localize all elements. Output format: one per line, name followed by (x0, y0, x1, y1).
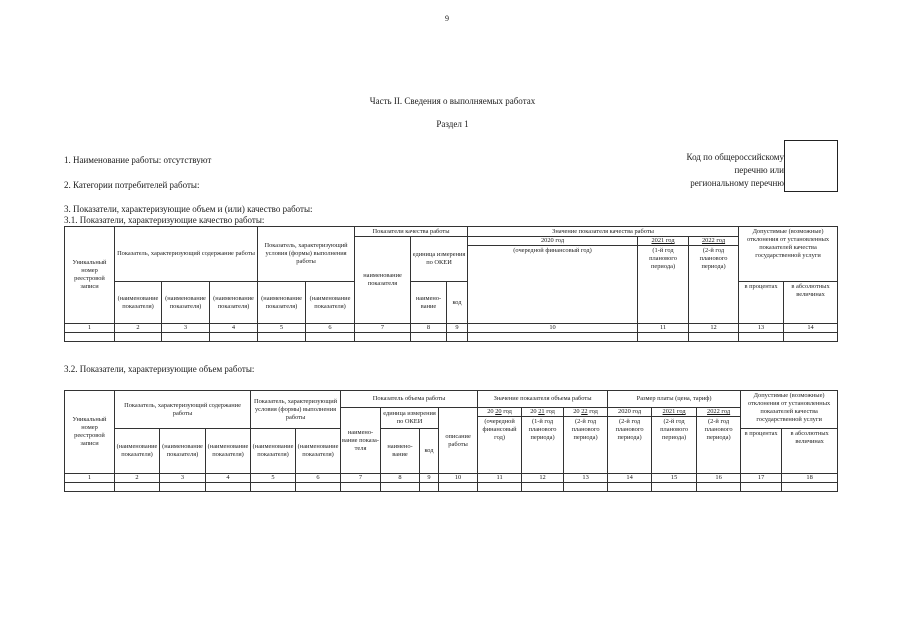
col-content: Показатель, характеризующий содержание работы (115, 391, 251, 429)
data-cell[interactable] (447, 333, 468, 342)
column-number: 9 (447, 324, 468, 333)
data-cell[interactable] (306, 333, 355, 342)
column-numbers-row (65, 474, 838, 483)
section-title: Раздел 1 (436, 119, 469, 129)
col-code: код (420, 429, 439, 474)
data-cell[interactable] (115, 333, 162, 342)
code-input-box[interactable] (784, 140, 838, 192)
indicator-name-cell: (наименование показателя) (115, 282, 162, 324)
col-year-2020: 2020 год (468, 237, 638, 246)
data-cell[interactable] (115, 483, 160, 492)
col-fee-2022-note: (2-й год планового периода) (697, 417, 741, 474)
col-year-2021: 2021 год (638, 237, 689, 246)
column-number: 6 (296, 474, 341, 483)
col-content: Показатель, характеризующий содержание работы (115, 227, 258, 282)
col-unit-name: наимено-вание (381, 429, 420, 474)
col-absolute: в абсолютных величинах (784, 282, 838, 324)
part-title: Часть II. Сведения о выполняемых работах (369, 96, 536, 106)
data-cell[interactable] (608, 483, 652, 492)
column-number: 12 (689, 324, 739, 333)
column-number: 10 (468, 324, 638, 333)
indicator-name-cell: (наименование показателя) (162, 282, 210, 324)
col-deviation: Допустимые (возможные) отклонения от установленных показателей качества государственной услуги (739, 227, 838, 282)
col-conditions: Показатель, характеризующий условия (формы) выполнения работы (251, 391, 341, 429)
col-fee-2022: 2022 год (697, 408, 741, 417)
column-number: 10 (439, 474, 478, 483)
col-percent: в процентах (741, 429, 782, 474)
data-cell[interactable] (522, 483, 564, 492)
column-number: 4 (210, 324, 258, 333)
data-cell[interactable] (739, 333, 784, 342)
col-values: Значение показателя качества работы (468, 227, 739, 237)
data-cell[interactable] (689, 333, 739, 342)
data-cell[interactable] (468, 333, 638, 342)
col-year-2022-note: (2-й год планового периода) (564, 417, 608, 474)
col-fee-2020: 2020 год (608, 408, 652, 417)
column-number: 5 (251, 474, 296, 483)
column-number: 2 (115, 324, 162, 333)
col-year-2020-note: (очередной финансовый год) (478, 417, 522, 474)
column-number: 14 (784, 324, 838, 333)
col-percent: в процентах (739, 282, 784, 324)
column-number: 8 (381, 474, 420, 483)
col-indicator-name: наимено-вание показа-теля (341, 408, 381, 474)
indicator-name-cell: (наименование показателя) (160, 429, 206, 474)
data-cell[interactable] (355, 333, 411, 342)
column-number: 4 (206, 474, 251, 483)
indicator-name-cell: (наименование показателя) (251, 429, 296, 474)
data-cell[interactable] (439, 483, 478, 492)
col-year-2021: 20 21 год (522, 408, 564, 417)
indicator-name-cell: (наименование показателя) (296, 429, 341, 474)
indicator-name-cell: (наименование показателя) (210, 282, 258, 324)
col-year-2020: 20 20 год (478, 408, 522, 417)
column-number: 12 (522, 474, 564, 483)
column-number: 16 (697, 474, 741, 483)
work-name-line: 1. Наименование работы: отсутствуют (64, 155, 212, 165)
column-number: 2 (115, 474, 160, 483)
quality-subheading: 3.1. Показатели, характеризующие качество работы: (64, 215, 265, 225)
indicator-name-cell: (наименование показателя) (306, 282, 355, 324)
indicator-name-cell: (наименование показателя) (115, 429, 160, 474)
column-number: 7 (341, 474, 381, 483)
col-fee-2021-note: (2-й год планового периода) (652, 417, 697, 474)
code-label (600, 151, 784, 190)
col-fee: Размер платы (цена, тариф) (608, 391, 741, 408)
data-cell[interactable] (564, 483, 608, 492)
column-number: 3 (162, 324, 210, 333)
column-number: 11 (478, 474, 522, 483)
indicator-name-cell: (наименование показателя) (258, 282, 306, 324)
volume-subheading: 3.2. Показатели, характеризующие объем работы: (64, 364, 255, 374)
column-number: 15 (652, 474, 697, 483)
column-number: 9 (420, 474, 439, 483)
col-values: Значение показателя объема работы (478, 391, 608, 408)
indicator-name-cell: (наименование показателя) (206, 429, 251, 474)
data-cell[interactable] (478, 483, 522, 492)
data-cell[interactable] (206, 483, 251, 492)
column-number: 8 (411, 324, 447, 333)
data-cell[interactable] (341, 483, 381, 492)
col-volume: Показатель объема работы (341, 391, 478, 408)
data-cell[interactable] (296, 483, 341, 492)
volume-table (64, 390, 838, 492)
column-number: 14 (608, 474, 652, 483)
col-unit: единица измерения по ОКЕИ (381, 408, 439, 429)
column-numbers-row (65, 324, 838, 333)
page-number: 9 (445, 14, 449, 23)
col-indicator-name: наименование показателя (355, 237, 411, 324)
data-cell[interactable] (210, 333, 258, 342)
col-code: код (447, 282, 468, 324)
column-number: 6 (306, 324, 355, 333)
data-cell[interactable] (162, 333, 210, 342)
data-cell[interactable] (638, 333, 689, 342)
data-cell[interactable] (782, 483, 838, 492)
data-cell[interactable] (741, 483, 782, 492)
column-number: 11 (638, 324, 689, 333)
data-cell[interactable] (784, 333, 838, 342)
data-row (65, 483, 838, 492)
column-number: 3 (160, 474, 206, 483)
column-number: 1 (65, 324, 115, 333)
col-year-2020-note: (очередной финансовый год) (468, 246, 638, 324)
column-number: 5 (258, 324, 306, 333)
data-cell[interactable] (65, 483, 115, 492)
data-cell[interactable] (420, 483, 439, 492)
column-number: 17 (741, 474, 782, 483)
data-cell[interactable] (697, 483, 741, 492)
col-year-2022: 20 22 год (564, 408, 608, 417)
consumers-line: 2. Категории потребителей работы: (64, 180, 200, 190)
col-year-2022-note: (2-й год планового периода) (689, 246, 739, 324)
code-label-line: региональному перечню (690, 178, 784, 188)
column-number: 1 (65, 474, 115, 483)
col-fee-2021: 2021 год (652, 408, 697, 417)
data-cell[interactable] (381, 483, 420, 492)
code-label-line: перечню или (734, 165, 784, 175)
col-fee-2020-note: (2-й год планового периода) (608, 417, 652, 474)
data-row (65, 333, 838, 342)
column-number: 7 (355, 324, 411, 333)
col-conditions: Показатель, характеризующий условия (формы) выполнения работы (258, 227, 355, 282)
col-year-2022: 2022 год (689, 237, 739, 246)
column-number: 18 (782, 474, 838, 483)
data-cell[interactable] (65, 333, 115, 342)
col-year-2021-note: (1-й год планового периода) (638, 246, 689, 324)
indicators-line: 3. Показатели, характеризующие объем и (или) качество работы: (64, 204, 313, 214)
col-quality: Показатели качества работы (355, 227, 468, 237)
quality-table (64, 226, 838, 342)
data-cell[interactable] (251, 483, 296, 492)
col-unit: единица измерения по ОКЕИ (411, 237, 468, 282)
col-absolute: в абсолютных величинах (782, 429, 838, 474)
data-cell[interactable] (411, 333, 447, 342)
col-unique-number: Уникальный номер реестровой записи (65, 391, 115, 474)
col-deviation: Допустимые (возможные) отклонения от установленных показателей качества государственной услуги (741, 391, 838, 429)
data-cell[interactable] (160, 483, 206, 492)
col-year-2021-note: (1-й год планового периода) (522, 417, 564, 474)
column-number: 13 (739, 324, 784, 333)
col-description: описание работы (439, 408, 478, 474)
code-label-line: Код по общероссийскому (686, 152, 784, 162)
column-number: 13 (564, 474, 608, 483)
data-cell[interactable] (258, 333, 306, 342)
data-cell[interactable] (652, 483, 697, 492)
col-unit-name: наимено-вание (411, 282, 447, 324)
col-unique-number: Уникальный номер реестровой записи (65, 227, 115, 324)
